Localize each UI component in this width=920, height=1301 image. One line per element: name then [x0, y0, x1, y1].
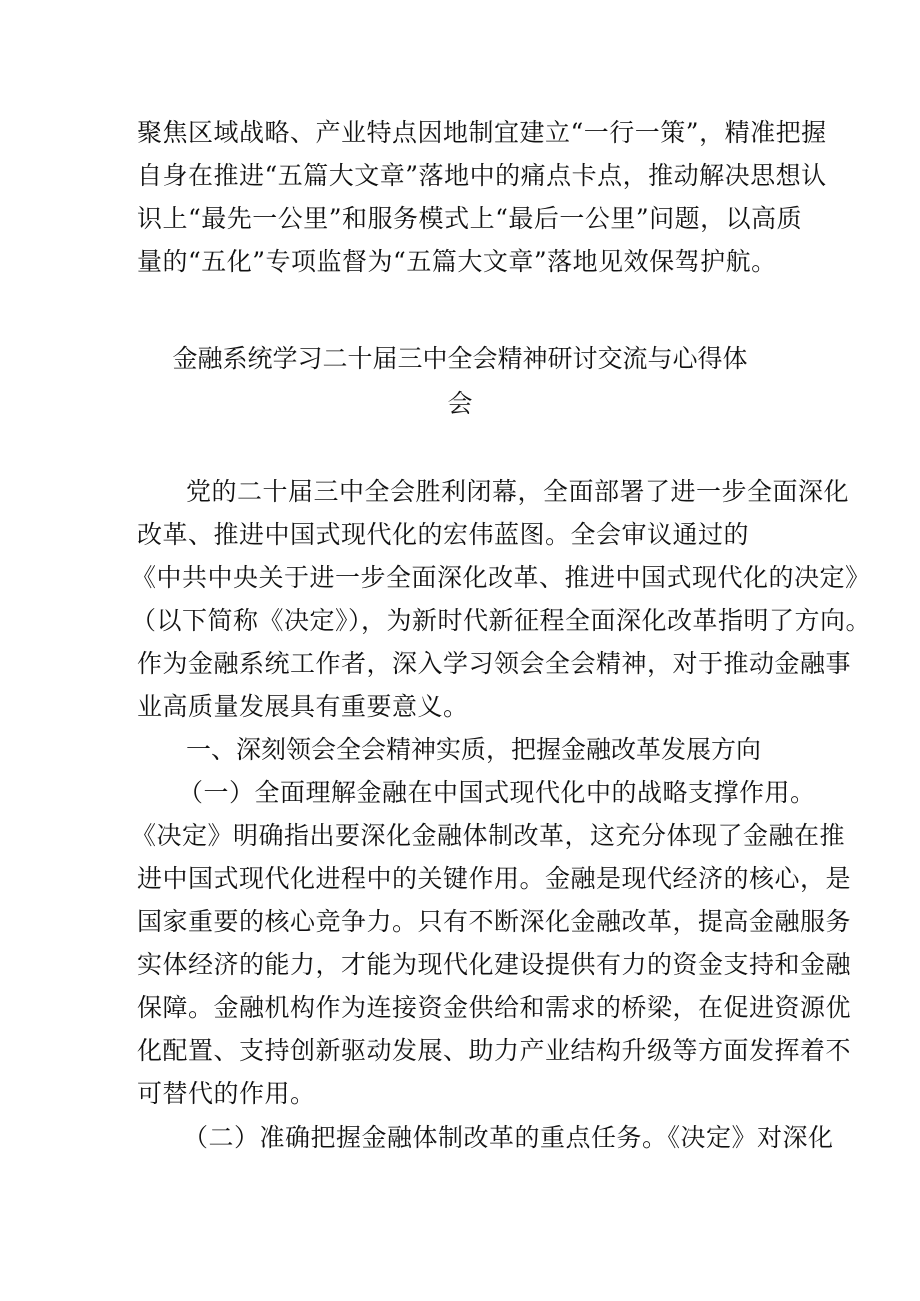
article-title-line-1: 金融系统学习二十届三中全会精神研讨交流与心得体 [172, 344, 748, 373]
text-line: 实体经济的能力，才能为现代化建设提供有力的资金支持和金融 [137, 950, 852, 979]
text-line: 《中共中央关于进一步全面深化改革、推进中国式现代化的决定》 [131, 563, 871, 592]
text-line: （二）准确把握金融体制改革的重点任务。《决定》对深化 [183, 1123, 834, 1152]
article-title-line-2: 会 [447, 389, 473, 418]
text-line: 进中国式现代化进程中的关键作用。金融是现代经济的核心，是 [137, 864, 852, 893]
text-line: 作为金融系统工作者，深入学习领会全会精神，对于推动金融事 [137, 649, 852, 678]
text-line: 化配置、支持创新驱动发展、助力产业结构升级等方面发挥着不 [137, 1036, 852, 1065]
text-line: （以下简称《决定》），为新时代新征程全面深化改革指明了方向。 [131, 606, 872, 635]
text-line: 保障。金融机构作为连接资金供给和需求的桥梁，在促进资源优 [137, 993, 852, 1022]
text-line: 国家重要的核心竞争力。只有不断深化金融改革，提高金融服务 [137, 907, 852, 936]
text-line: 聚焦区域战略、产业特点因地制宜建立“一行一策”，精准把握 [137, 118, 827, 147]
text-line: 业高质量发展具有重要意义。 [137, 692, 469, 721]
text-line: 自身在推进“五篇大文章”落地中的痛点卡点，推动解决思想认 [137, 161, 827, 190]
text-line: 识上“最先一公里”和服务模式上“最后一公里”问题，以高质 [137, 204, 803, 233]
text-line: （一）全面理解金融在中国式现代化中的战略支撑作用。 [178, 778, 816, 807]
section-heading: 一、深刻领会全会精神实质，把握金融改革发展方向 [186, 735, 762, 764]
text-line: 《决定》明确指出要深化金融体制改革，这充分体现了金融在推 [131, 821, 846, 850]
text-line: 改革、推进中国式现代化的宏伟蓝图。全会审议通过的 [137, 520, 750, 549]
text-line: 量的“五化”专项监督为“五篇大文章”落地见效保驾护航。 [137, 247, 777, 276]
text-line: 党的二十届三中全会胜利闭幕，全面部署了进一步全面深化 [186, 477, 850, 506]
text-line: 可替代的作用。 [137, 1079, 316, 1108]
